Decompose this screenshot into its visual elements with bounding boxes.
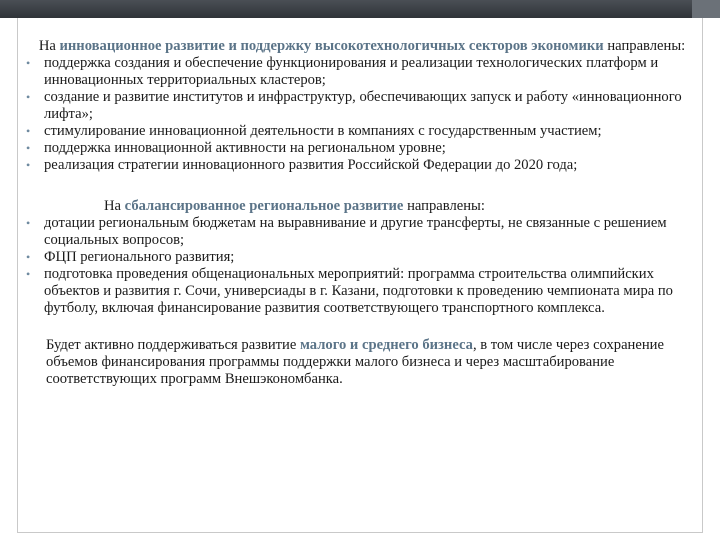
slide-content [22,38,702,403]
section1-list [22,55,702,174]
section1-heading [22,38,702,55]
list-item [22,215,702,249]
list-item [22,249,702,266]
bullet-icon: • [26,267,31,281]
list-item [22,123,702,140]
list-item-text: дотации региональным бюджетам на выравнивание и другие трансферты, не связанные с решением социальных вопросов; [44,215,667,248]
list-item [22,55,702,89]
closing-text-post: , в том числе через сохранение объемов финансирования программы поддержки малого бизнеса и через масштабирование соответствующих программ Внешэкономбанка. [46,337,664,387]
section2-heading-highlight: сбалансированное региональное развитие [124,198,404,214]
bullet-icon: • [26,158,31,172]
section2-list [22,215,702,317]
bullet-icon: • [26,141,31,155]
bullet-icon: • [26,56,31,70]
list-item-text: подготовка проведения общенациональных мероприятий: программа строительства олимпийских объектов и развития г. Сочи, универсиады в г. Казани, подготовки к проведению чемпионата мира по футболу, включая финансирование развития соответствующего транспортного комплекса. [44,266,673,316]
top-bar-accent [692,0,720,18]
section2-heading-pre: На [104,198,125,214]
list-item-text: поддержка создания и обеспечение функционирования и реализации технологических платформ и инновационных территориальных кластеров; [44,55,659,88]
list-item-text: ФЦП регионального развития; [44,249,235,265]
list-item-text: поддержка инновационной активности на региональном уровне; [44,140,446,156]
closing-text-pre: Будет активно поддерживаться развитие [46,337,300,353]
list-item-text: создание и развитие институтов и инфраструктур, обеспечивающих запуск и работу «инновационного лифта»; [44,89,682,122]
bullet-icon: • [26,90,31,104]
closing-paragraph [22,337,702,388]
list-item-text: реализация стратегии инновационного развития Российской Федерации до 2020 года; [44,157,578,173]
list-item-text: стимулирование инновационной деятельности в компаниях с государственным участием; [44,123,602,139]
bullet-icon: • [26,250,31,264]
bullet-icon: • [26,216,31,230]
bullet-icon: • [26,124,31,138]
section1-heading-post: направлены: [603,38,686,54]
list-item [22,266,702,317]
list-item [22,140,702,157]
section1-heading-highlight: инновационное развитие и поддержку высокотехнологичных секторов экономики [59,38,604,54]
section2-heading [22,198,702,215]
section2-heading-post: направлены: [403,198,485,214]
top-bar [0,0,720,18]
list-item [22,89,702,123]
closing-text-highlight: малого и среднего бизнеса [299,337,473,353]
list-item [22,157,702,174]
section1-heading-pre: На [38,38,60,54]
